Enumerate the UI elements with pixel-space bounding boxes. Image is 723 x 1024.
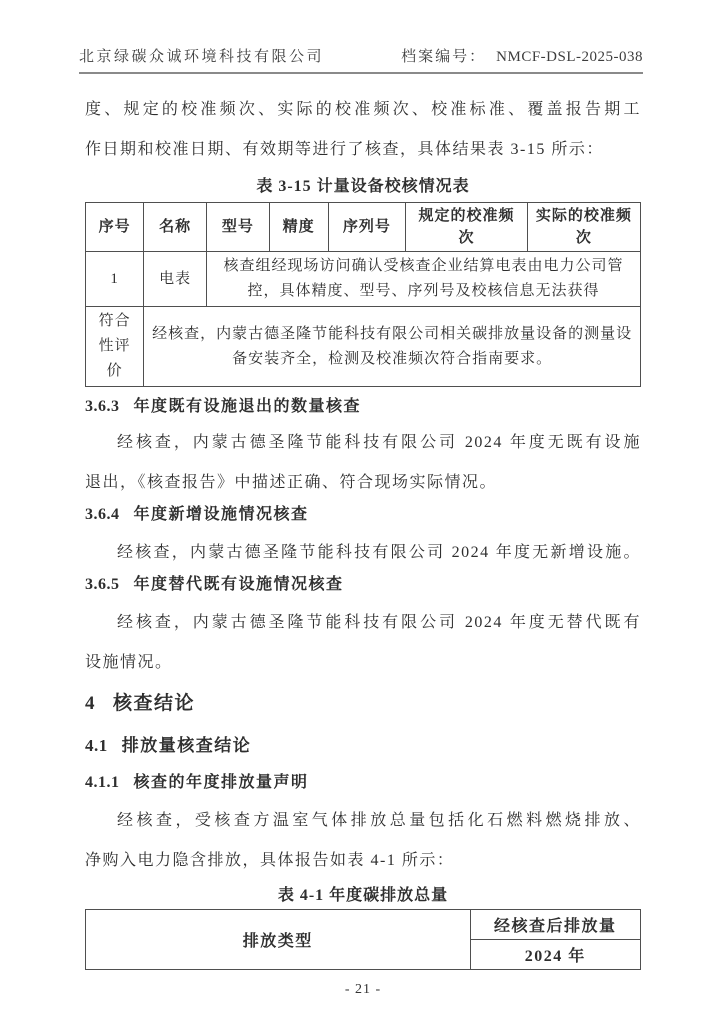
paragraph-line: 度、规定的校准频次、实际的校准频次、校准标准、覆盖报告期工 <box>85 101 641 118</box>
col-header-actual-freq: 实际的校准频次 <box>527 203 640 252</box>
section-number: 4 <box>85 693 95 714</box>
paragraph-line: 经核查，内蒙古德圣隆节能科技有限公司 2024 年度无替代既有 <box>117 614 641 631</box>
cell-year: 2024 年 <box>470 940 640 970</box>
table-3-15-title: 表 3-15 计量设备校核情况表 <box>256 178 470 195</box>
paragraph-line: 净购入电力隐含排放，具体报告如表 4-1 所示： <box>85 852 455 869</box>
section-heading-4-1 <box>85 733 641 759</box>
section-heading-3-6-3 <box>85 395 641 419</box>
section-number: 3.6.5 <box>85 576 120 593</box>
section-heading-4-1-1 <box>85 771 641 795</box>
cell-emission-type-header: 排放类型 <box>86 910 471 970</box>
section-number: 3.6.4 <box>85 506 120 523</box>
paragraph-line: 设施情况。 <box>85 654 173 671</box>
section-body-3-6-4 <box>85 533 641 573</box>
cell-verified-emissions-header: 经核查后排放量 <box>470 910 640 940</box>
section-heading-3-6-5 <box>85 573 641 597</box>
col-header-required-freq: 规定的校准频次 <box>406 203 528 252</box>
cell-conformity-detail: 经核查，内蒙古德圣隆节能科技有限公司相关碳排放量设备的测量设备安装齐全，检测及校准频次符合指南要求。 <box>144 307 641 387</box>
section-title: 年度新增设施情况核查 <box>133 506 309 523</box>
section-number: 4.1.1 <box>85 774 120 791</box>
page-header <box>79 45 643 74</box>
section-title: 排放量核查结论 <box>121 736 252 755</box>
section-title: 年度替代既有设施情况核查 <box>133 576 344 593</box>
section-number: 4.1 <box>85 736 108 755</box>
section-title: 核查结论 <box>113 693 196 714</box>
archive-number-value: NMCF-DSL-2025-038 <box>496 49 643 65</box>
cell-name: 电表 <box>144 252 207 307</box>
table-header-row <box>86 203 641 252</box>
section-body-3-6-3 <box>85 423 641 503</box>
cell-detail: 核查组经现场访问确认受核查企业结算电表由电力公司管控，具体精度、型号、序列号及校核信息无法获得 <box>206 252 640 307</box>
section-number: 3.6.3 <box>85 398 120 415</box>
col-header-precision: 精度 <box>269 203 328 252</box>
table-3-15 <box>85 202 641 387</box>
company-name: 北京绿碳众诚环境科技有限公司 <box>79 49 325 65</box>
table-row <box>86 307 641 387</box>
chapter-heading-4 <box>85 689 641 719</box>
col-header-name: 名称 <box>144 203 207 252</box>
paragraph-line: 经核查，受核查方温室气体排放总量包括化石燃料燃烧排放、 <box>117 812 641 829</box>
page-number: - 21 - <box>344 982 382 997</box>
intro-paragraph <box>85 90 641 170</box>
section-heading-3-6-4 <box>85 503 641 527</box>
col-header-model: 型号 <box>206 203 269 252</box>
cell-conformity-label: 符合性评价 <box>86 307 144 387</box>
paragraph-line: 退出，《核查报告》中描述正确、符合现场实际情况。 <box>85 474 498 491</box>
cell-seq: 1 <box>86 252 144 307</box>
table-4-1 <box>85 909 641 970</box>
archive-number-label: 档案编号： <box>401 49 487 65</box>
paragraph-line: 作日期和校准日期、有效期等进行了核查，具体结果表 3-15 所示： <box>85 141 604 158</box>
col-header-seq: 序号 <box>86 203 144 252</box>
table-row <box>86 252 641 307</box>
table-4-1-title: 表 4-1 年度碳排放总量 <box>277 887 449 904</box>
section-body-4-1-1 <box>85 801 641 881</box>
section-title: 核查的年度排放量声明 <box>133 774 309 791</box>
section-body-3-6-5 <box>85 603 641 683</box>
col-header-serial: 序列号 <box>328 203 406 252</box>
paragraph-line: 经核查，内蒙古德圣隆节能科技有限公司 2024 年度无新增设施。 <box>117 544 641 561</box>
archive-number-group <box>401 45 643 66</box>
section-title: 年度既有设施退出的数量核查 <box>133 398 362 415</box>
paragraph-line: 经核查，内蒙古德圣隆节能科技有限公司 2024 年度无既有设施 <box>117 434 641 451</box>
table-row <box>86 910 641 940</box>
